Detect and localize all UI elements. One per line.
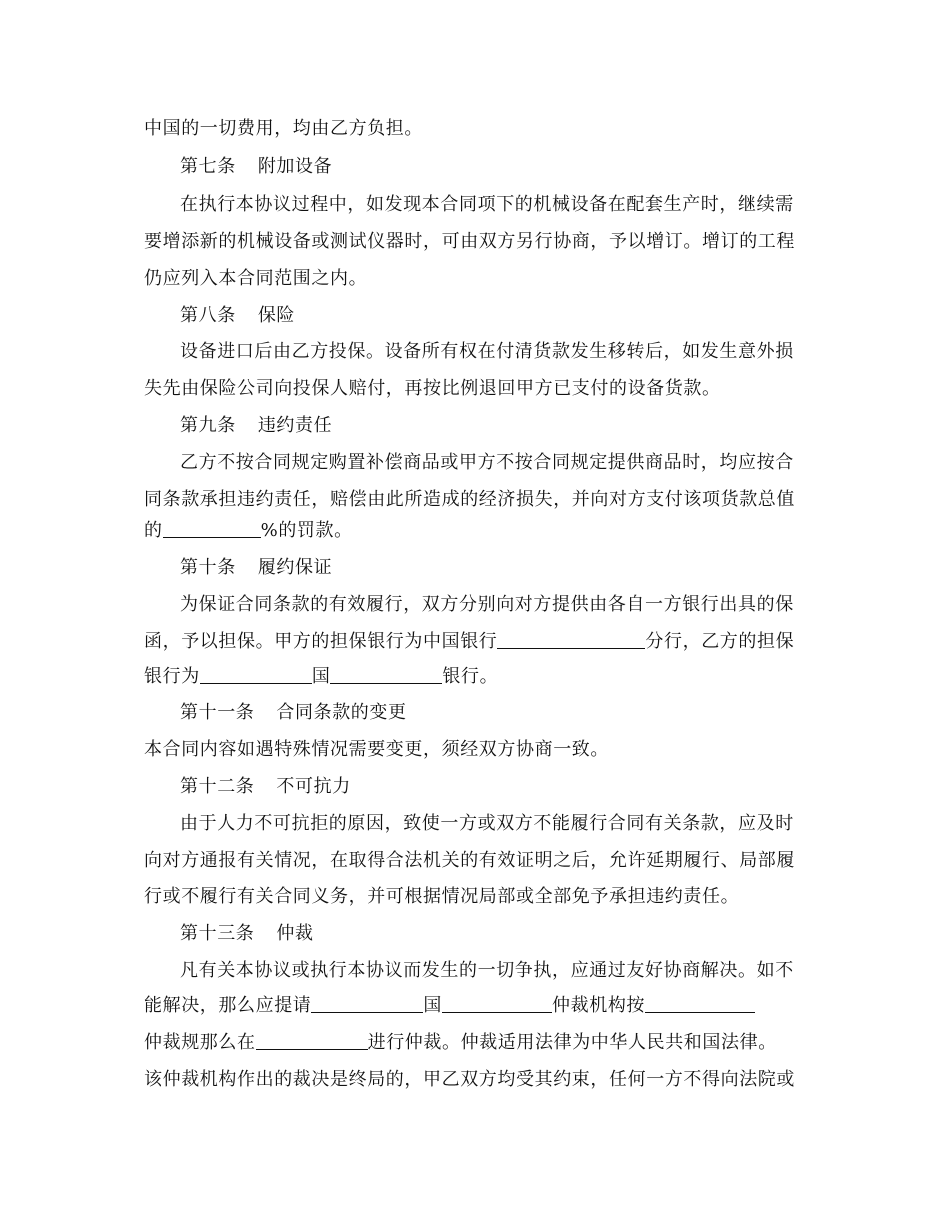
paragraph-line: [144, 665, 804, 689]
paragraph-line: [144, 519, 804, 543]
text-segment: 进行仲裁。仲裁适用法律为中华人民共和国法律。: [367, 1032, 777, 1053]
paragraph-line: 由于人力不可抗拒的原因，致使一方或双方不能履行合同有关条款，应及时: [180, 813, 794, 834]
text-segment: 能解决，那么应提请: [144, 995, 312, 1016]
paragraph-line: 仍应列入本合同范围之内。: [144, 268, 368, 289]
fill-blank: [497, 630, 645, 649]
paragraph-line: [144, 1031, 804, 1055]
text-segment: 分行，乙方的担保: [645, 631, 795, 652]
paragraph-line: 向对方通报有关情况，在取得合法机关的有效证明之后，允许延期履行、局部履: [144, 850, 795, 871]
paragraph-line: 为保证合同条款的有效履行，双方分别向对方提供由各自一方银行出具的保: [180, 594, 794, 615]
article-title: 合同条款的变更: [276, 702, 407, 723]
fill-blank: [256, 1031, 368, 1050]
paragraph-line: 同条款承担违约责任，赔偿由此所造成的经济损失，并向对方支付该项货款总值: [144, 489, 795, 510]
text-segment: 国: [423, 995, 443, 1016]
article-11-heading: [180, 701, 840, 725]
article-12-heading: [180, 775, 840, 799]
text-segment: 的: [144, 520, 163, 541]
article-number: 第十条: [180, 557, 236, 578]
article-title: 保险: [257, 305, 296, 326]
paragraph-line: 乙方不按合同规定购置补偿商品或甲方不按合同规定提供商品时，均应按合: [180, 452, 794, 473]
paragraph-line: [144, 630, 804, 654]
article-number: 第八条: [180, 305, 236, 326]
fill-blank: [311, 994, 423, 1013]
paragraph-line: 在执行本协议过程中，如发现本合同项下的机械设备在配套生产时，继续需: [180, 194, 794, 215]
fill-blank: [645, 994, 755, 1013]
fill-blank: [200, 665, 312, 684]
article-title: 不可抗力: [276, 776, 351, 797]
article-title: 附加设备: [257, 156, 333, 177]
paragraph-line: 设备进口后由乙方投保。设备所有权在付清货款发生移转后，如发生意外损: [180, 341, 794, 362]
article-title: 仲裁: [276, 923, 314, 944]
article-number: 第十三条: [180, 923, 255, 944]
article-10-heading: [180, 556, 840, 580]
fill-blank: [442, 994, 552, 1013]
article-13-heading: [180, 922, 840, 946]
text-segment: 银行为: [144, 666, 200, 687]
paragraph-line: 该仲裁机构作出的裁决是终局的，甲乙双方均受其约束，任何一方不得向法院或: [144, 1069, 795, 1090]
article-number: 第十一条: [180, 702, 255, 723]
paragraph-line: 本合同内容如遇特殊情况需要变更，须经双方协商一致。: [144, 739, 609, 760]
article-title: 履约保证: [257, 557, 333, 578]
fill-blank: [163, 519, 261, 538]
text-segment: 仲裁机构按: [552, 995, 646, 1016]
article-number: 第七条: [180, 156, 236, 177]
article-9-heading: [180, 414, 840, 438]
paragraph-line: 中国的一切费用，均由乙方负担。: [144, 118, 423, 139]
article-8-heading: [180, 304, 840, 328]
fill-blank: [330, 665, 442, 684]
text-segment: 国: [311, 666, 331, 687]
text-segment: %的罚款。: [260, 520, 353, 541]
text-segment: 仲裁规那么在: [144, 1032, 256, 1053]
text-segment: 银行。: [442, 666, 499, 687]
paragraph-line: 要增添新的机械设备或测试仪器时，可由双方另行协商，予以增订。增订的工程: [144, 231, 795, 252]
paragraph-line: [144, 994, 804, 1018]
paragraph-line: 失先由保险公司向投保人赔付，再按比例退回甲方已支付的设备货款。: [144, 378, 721, 399]
article-number: 第十二条: [180, 776, 255, 797]
paragraph-line: 行或不履行有关合同义务，并可根据情况局部或全部免予承担违约责任。: [144, 886, 740, 907]
article-number: 第九条: [180, 415, 236, 436]
paragraph-line: 凡有关本协议或执行本协议而发生的一切争执，应通过友好协商解决。如不: [180, 960, 794, 981]
article-title: 违约责任: [257, 415, 333, 436]
article-7-heading: [180, 155, 840, 179]
text-segment: 函，予以担保。甲方的担保银行为中国银行: [144, 631, 498, 652]
